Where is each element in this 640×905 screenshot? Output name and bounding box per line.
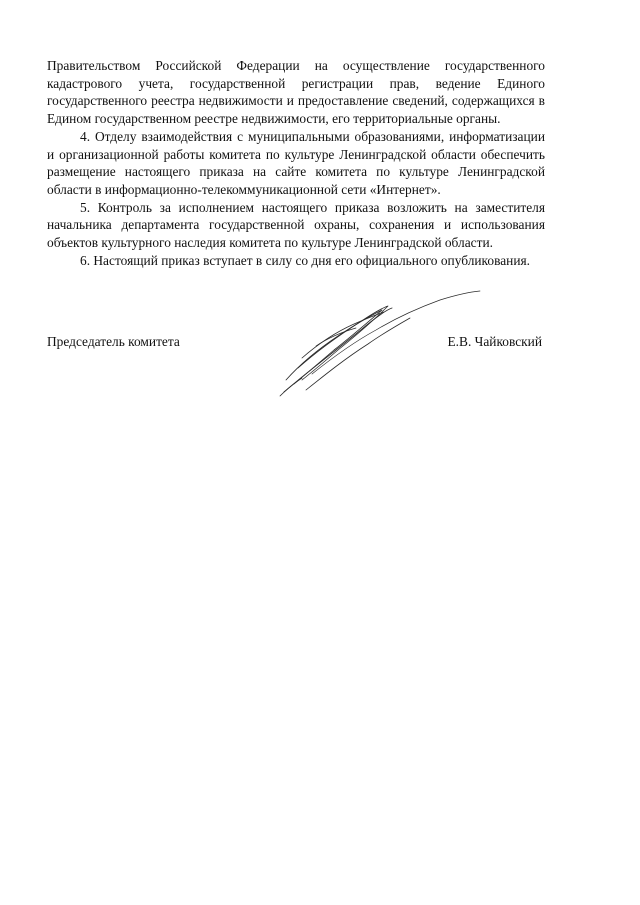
paragraph-item-4: 4. Отделу взаимодействия с муниципальными образованиями, информатизации и организационной работы комитета по культуре Ленинградской области обеспечить размещение настоящего приказа на сайте комитета по культуре Ленинградской области в информационно-телекоммуникационной сети «Интернет». <box>47 128 545 197</box>
paragraph-continuation: Правительством Российской Федерации на осуществление государственного кадастрового учета, государственной регистрации прав, ведение Единого государственного реестра недвижимости и предоставление сведений, содержащихся в Едином государственном реестре недвижимости, его территориальные органы. <box>47 58 545 127</box>
document-body <box>47 57 545 269</box>
handwritten-signature <box>272 288 487 400</box>
signatory-position: Председатель комитета <box>47 334 180 349</box>
paragraph-item-6: 6. Настоящий приказ вступает в силу со дня его официального опубликования. <box>80 252 530 268</box>
paragraph-item-5: 5. Контроль за исполнением настоящего приказа возложить на заместителя начальника департамента государственной охраны, сохранения и использования объектов культурного наследия комитета по культуре Ленинградской области. <box>47 199 545 251</box>
signatory-name: Е.В. Чайковский <box>447 334 542 349</box>
